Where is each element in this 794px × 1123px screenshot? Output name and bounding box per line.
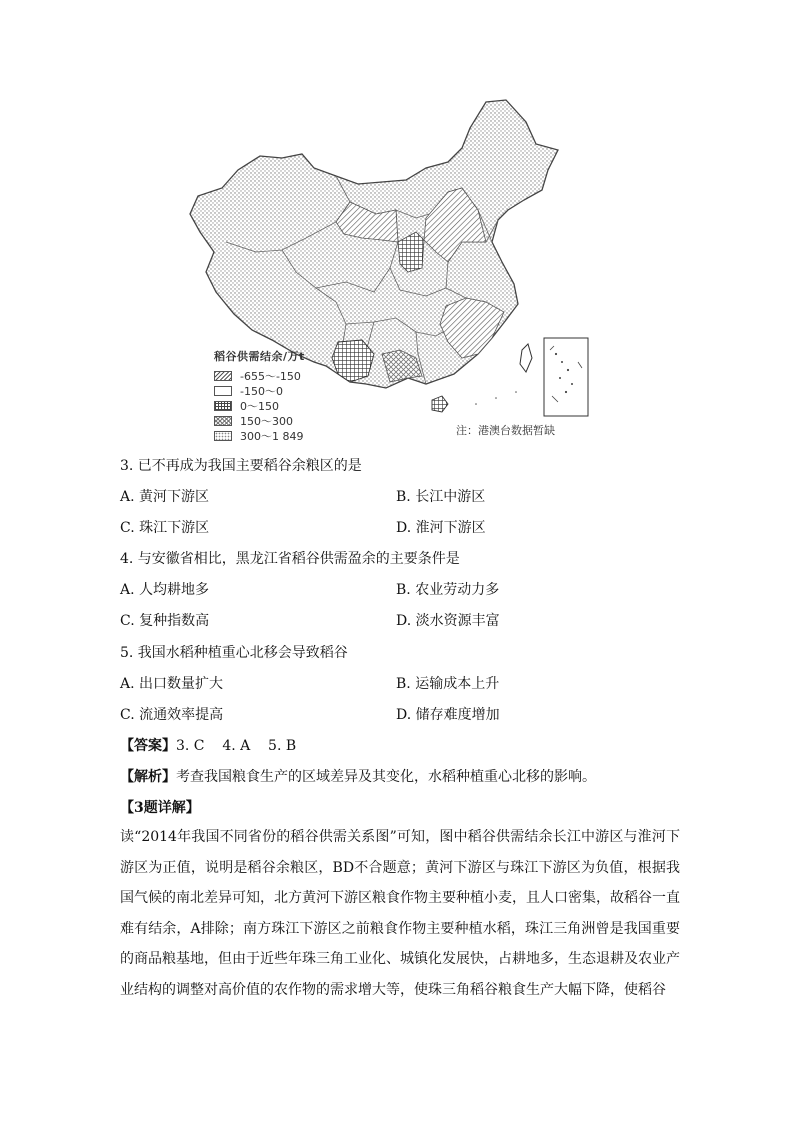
coast-islands xyxy=(475,391,517,405)
answer-text: 3. C 4. A 5. B xyxy=(176,738,297,754)
question-5-option-c xyxy=(120,705,223,725)
legend-swatch-diagonal-hatch xyxy=(214,371,232,381)
option-key: B. xyxy=(396,489,411,505)
legend-title: 稻谷供需结余/万t xyxy=(214,350,305,363)
question-5-option-a xyxy=(120,674,223,694)
option-text: 珠江下游区 xyxy=(139,520,210,536)
option-text: 复种指数高 xyxy=(139,613,210,629)
legend-swatch-dotted xyxy=(214,431,232,441)
answer-label: 【答案】 xyxy=(120,738,176,754)
legend-swatch-cross-diagonal xyxy=(214,416,232,426)
legend-swatch-crosshatch xyxy=(214,401,232,411)
region-hainan xyxy=(432,396,448,412)
region-taiwan xyxy=(520,344,532,372)
option-key: B. xyxy=(396,676,411,692)
question-5-stem: 5. 我国水稻种植重心北移会导致稻谷 xyxy=(120,645,348,661)
question-3-option-d xyxy=(396,518,486,538)
legend-label: 300～1 849 xyxy=(240,429,304,443)
legend-item xyxy=(214,383,364,398)
question-3-stem: 3. 已不再成为我国主要稻谷余粮区的是 xyxy=(120,458,362,474)
option-key: D. xyxy=(396,520,412,536)
option-text: 人均耕地多 xyxy=(139,582,210,598)
detail-paragraph: 读“2014年我国不同省份的稻谷供需关系图”可知，图中稻谷供需结余长江中游区与淮河下游区为正值，说明是稻谷余粮区，BD不合题意；黄河下游区与珠江下游区为负值，根据我国气候的南北差异可知，北方黄河下游区粮食作物主要种植小麦，且人口密集，故稻谷一直难有结余，A排除；南方珠江下游区之前粮食作物主要种植水稻，珠江三角洲曾是我国重要的商品粮基地，但由于近些年珠三角工业化、城镇化发展快，占耕地多，生态退耕及农业产业结构的调整对高价值的农作物的需求增大等，使珠三角稻谷粮食生产大幅下降，使稻谷 xyxy=(120,829,680,998)
question-3-option-a xyxy=(120,487,209,507)
question-4-option-d xyxy=(396,611,500,631)
legend-item xyxy=(214,428,364,443)
question-4-option-c xyxy=(120,611,209,631)
option-key: A. xyxy=(120,676,135,692)
option-text: 淮河下游区 xyxy=(415,520,486,536)
question-5-option-b xyxy=(396,674,499,694)
question-4-stem: 4. 与安徽省相比，黑龙江省稻谷供需盈余的主要条件是 xyxy=(120,551,460,567)
map-note: 注：港澳台数据暂缺 xyxy=(456,424,555,437)
question-4-option-a xyxy=(120,580,209,600)
option-text: 流通效率提高 xyxy=(139,707,224,723)
analysis-label: 【解析】 xyxy=(120,769,176,785)
question-4-option-b xyxy=(396,580,499,600)
legend-label: -655～-150 xyxy=(240,369,301,383)
option-text: 储存难度增加 xyxy=(415,707,500,723)
answer-line xyxy=(120,736,296,756)
option-text: 运输成本上升 xyxy=(415,676,500,692)
option-key: A. xyxy=(120,489,135,505)
analysis-line xyxy=(120,767,596,787)
map-legend xyxy=(214,348,364,443)
option-key: A. xyxy=(120,582,135,598)
legend-item xyxy=(214,368,364,383)
option-key: D. xyxy=(396,707,412,723)
legend-label: -150～0 xyxy=(240,384,283,398)
legend-label: 150～300 xyxy=(240,414,293,428)
option-key: C. xyxy=(120,613,135,629)
option-text: 出口数量扩大 xyxy=(139,676,224,692)
question-5-option-d xyxy=(396,705,500,725)
rice-supply-map xyxy=(186,92,606,442)
option-text: 黄河下游区 xyxy=(139,489,210,505)
option-key: B. xyxy=(396,582,411,598)
legend-label: 0～150 xyxy=(240,399,279,413)
question-3-option-c xyxy=(120,518,209,538)
detail-label: 【3题详解】 xyxy=(120,800,200,816)
analysis-text: 考查我国粮食生产的区域差异及其变化，水稻种植重心北移的影响。 xyxy=(176,769,596,785)
country-outline xyxy=(190,100,558,388)
option-key: D. xyxy=(396,613,412,629)
legend-swatch-blank xyxy=(214,386,232,396)
legend-item xyxy=(214,413,364,428)
option-key: C. xyxy=(120,520,135,536)
legend-item xyxy=(214,398,364,413)
option-text: 长江中游区 xyxy=(415,489,486,505)
option-key: C. xyxy=(120,707,135,723)
option-text: 农业劳动力多 xyxy=(415,582,500,598)
option-text: 淡水资源丰富 xyxy=(415,613,500,629)
question-3-option-b xyxy=(396,487,485,507)
